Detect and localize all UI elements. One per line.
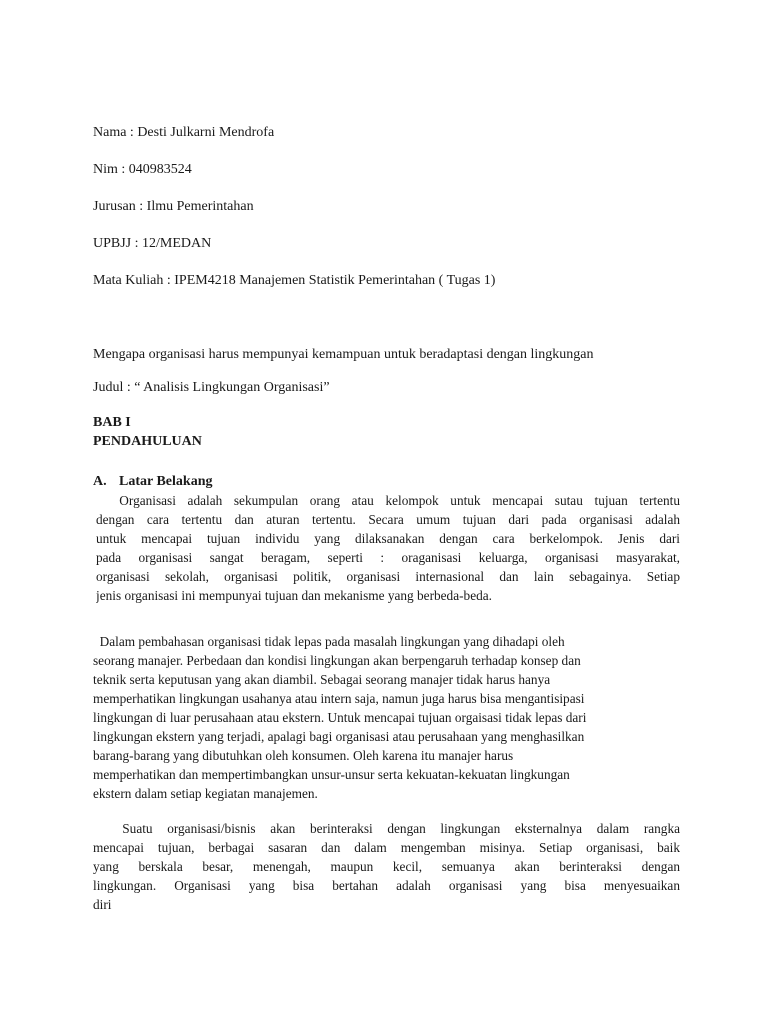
- paragraph-latar-belakang-3: [93, 819, 680, 914]
- paragraph-line: pada organisasi sangat beragam, seperti : oraganisasi keluarga, organisasi masyarakat,: [96, 550, 680, 565]
- student-name: Nama : Desti Julkarni Mendrofa: [93, 125, 275, 140]
- paragraph-line: Dalam pembahasan organisasi tidak lepas pada masalah lingkungan yang dihadapi oleh: [93, 634, 565, 649]
- section-title: Latar Belakang: [119, 474, 213, 489]
- paragraph-latar-belakang-1: [96, 491, 680, 605]
- paragraph-line: untuk mencapai tujuan individu yang dilaksanakan dengan cara berkelompok. Jenis dari: [96, 531, 680, 546]
- paragraph-line: dengan cara tertentu dan aturan tertentu. Secara umum tujuan dari pada organisasi adalah: [96, 512, 680, 527]
- paragraph-line: Organisasi adalah sekumpulan orang atau kelompok untuk mencapai sutau tujuan tertentu: [96, 493, 680, 508]
- paragraph-line: Suatu organisasi/bisnis akan berinteraksi dengan lingkungan eksternalnya dalam rangka: [93, 821, 680, 836]
- section-heading: [93, 473, 212, 491]
- paragraph-latar-belakang-2: [93, 632, 683, 803]
- student-upbjj: UPBJJ : 12/MEDAN: [93, 236, 212, 251]
- paragraph-line: lingkungan. Organisasi yang bisa bertahan adalah organisasi yang bisa menyesuaikan: [93, 878, 680, 893]
- section-letter: A.: [93, 474, 107, 489]
- chapter-number: BAB I: [93, 415, 131, 430]
- course-name: Mata Kuliah : IPEM4218 Manajemen Statistik Pemerintahan ( Tugas 1): [93, 273, 496, 288]
- paragraph-line: organisasi sekolah, organisasi politik, organisasi internasional dan lain sebagainya. Setiap: [96, 569, 680, 584]
- chapter-title: PENDAHULUAN: [93, 434, 202, 449]
- paragraph-line: seorang manajer. Perbedaan dan kondisi lingkungan akan berpengaruh terhadap konsep dan: [93, 653, 581, 668]
- paragraph-line: memperhatikan lingkungan usahanya atau intern saja, namun juga harus bisa mengantisipasi: [93, 691, 585, 706]
- paragraph-line: lingkungan ekstern yang terjadi, apalagi bagi organisasi atau perusahaan yang menghasilkan: [93, 729, 585, 744]
- assignment-title: Judul : “ Analisis Lingkungan Organisasi”: [93, 380, 330, 395]
- paragraph-line: lingkungan di luar perusahaan atau ekstern. Untuk mencapai tujuan orgaisasi tidak lepas dari: [93, 710, 587, 725]
- paragraph-line: memperhatikan dan mempertimbangkan unsur-unsur serta kekuatan-kekuatan lingkungan: [93, 767, 570, 782]
- paragraph-line: diri: [93, 897, 112, 912]
- paragraph-line: ekstern dalam setiap kegiatan manajemen.: [93, 786, 318, 801]
- paragraph-line: jenis organisasi ini mempunyai tujuan dan mekanisme yang berbeda-beda.: [96, 588, 492, 603]
- student-nim: Nim : 040983524: [93, 162, 192, 177]
- student-major: Jurusan : Ilmu Pemerintahan: [93, 199, 254, 214]
- paragraph-line: teknik serta keputusan yang akan diambil. Sebagai seorang manajer tidak harus hanya: [93, 672, 551, 687]
- paragraph-line: mencapai tujuan, berbagai sasaran dan dalam mengemban misinya. Setiap organisasi, baik: [93, 840, 680, 855]
- paragraph-line: yang berskala besar, menengah, maupun kecil, semuanya akan berinteraksi dengan: [93, 859, 680, 874]
- paragraph-line: barang-barang yang dibutuhkan oleh konsumen. Oleh karena itu manajer harus: [93, 748, 514, 763]
- assignment-question: Mengapa organisasi harus mempunyai kemampuan untuk beradaptasi dengan lingkungan: [93, 347, 594, 362]
